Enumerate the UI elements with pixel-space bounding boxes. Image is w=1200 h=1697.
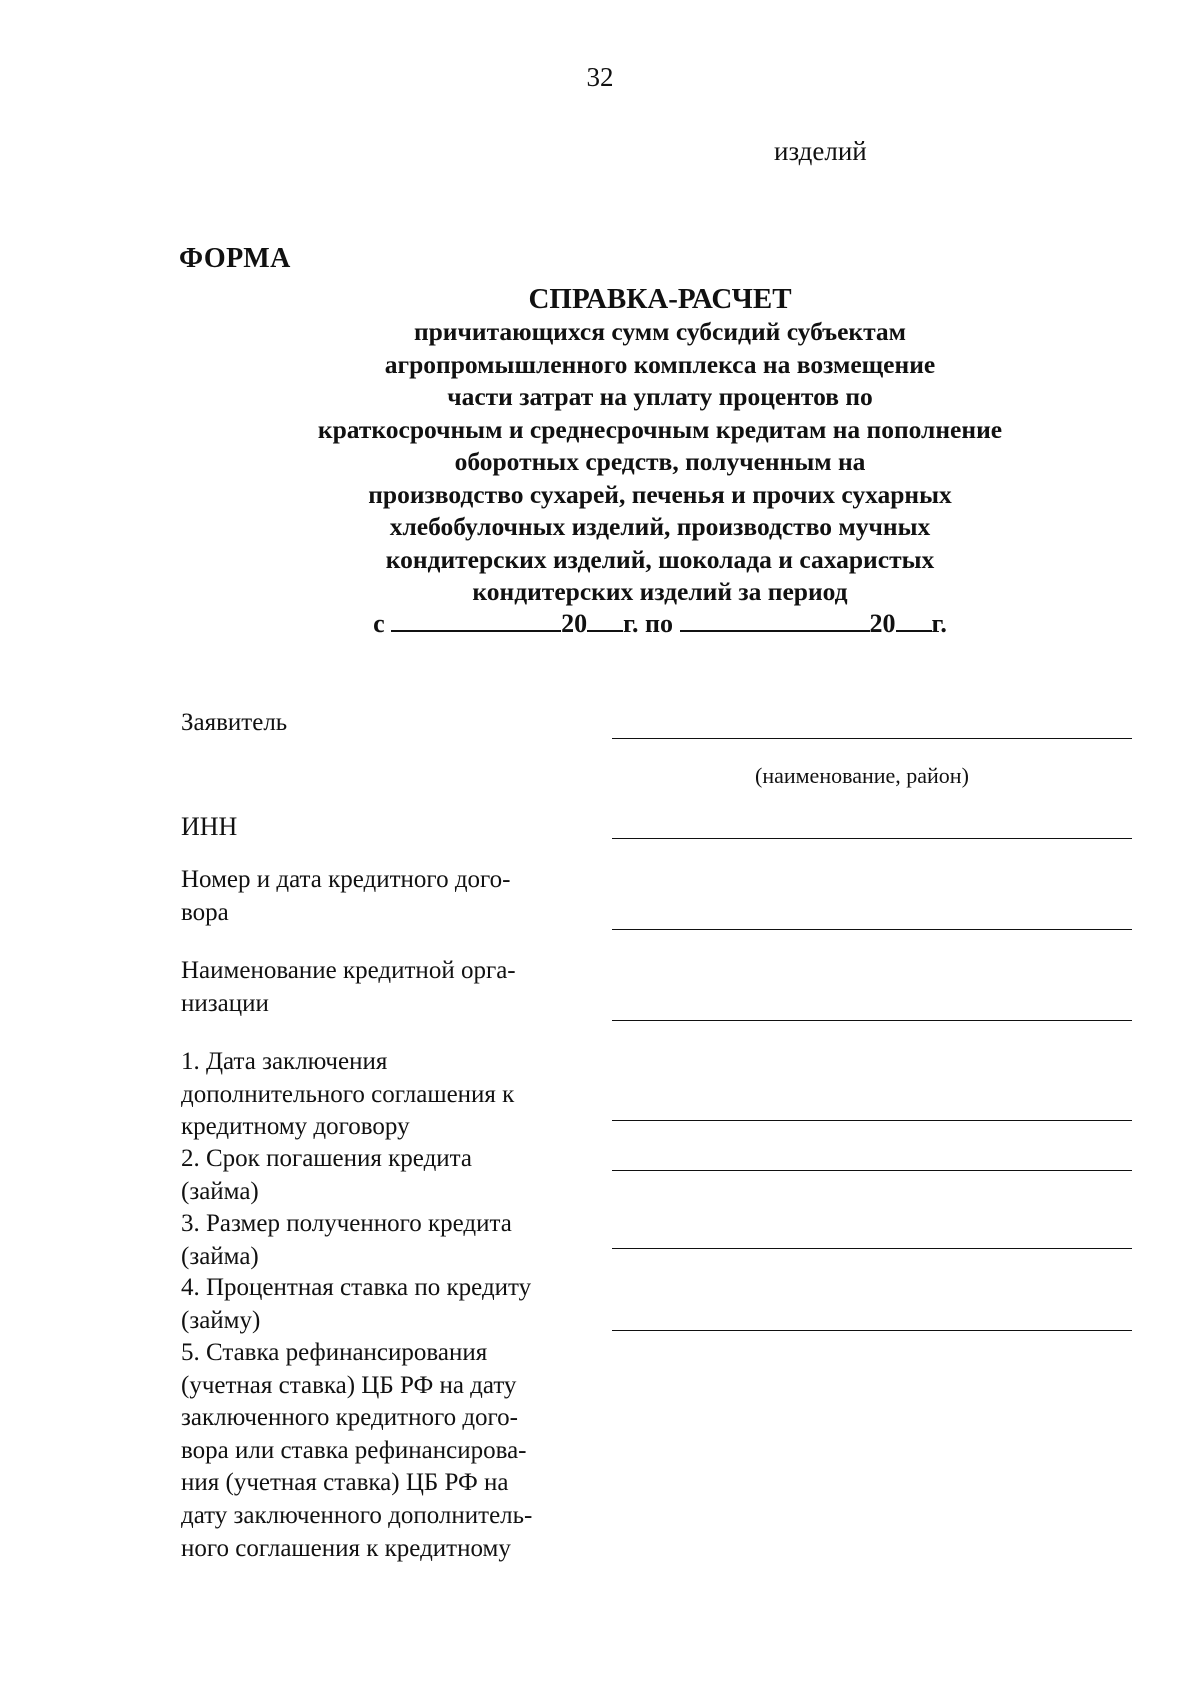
document-subtitle (200, 316, 1120, 609)
applicant-input-line[interactable] (612, 738, 1132, 739)
item-4-line: 4. Процентная ставка по кредиту (181, 1274, 532, 1301)
item-2-label (181, 1143, 592, 1208)
period-year-prefix-end: 20 (869, 608, 896, 638)
period-end-date-blank[interactable] (680, 608, 870, 632)
item-5-line: ния (учетная ставка) ЦБ РФ на (181, 1469, 509, 1497)
subtitle-line: причитающихся сумм субсидий субъектам (413, 317, 907, 346)
period-end-label: г. (931, 608, 947, 638)
item-5-line: 5. Ставка рефинансирования (181, 1339, 488, 1366)
item-5-line: (учетная ставка) ЦБ РФ на дату (181, 1371, 517, 1399)
item-5-label (181, 1337, 592, 1565)
subtitle-line: краткосрочным и среднесрочным кредитам на пополнение (317, 414, 1003, 444)
bank-label (181, 955, 592, 1020)
period-from-label: с (373, 608, 385, 638)
bank-label-line: Наименование кредитной орга- (181, 957, 516, 984)
contract-label (181, 864, 592, 929)
item-1-line: 1. Дата заключения (181, 1048, 388, 1075)
page-number: 32 (586, 62, 614, 92)
subtitle-line: кондитерских изделий за период (472, 577, 848, 606)
item-1-line: дополнительного соглашения к (181, 1080, 515, 1108)
item-3-line: 3. Размер полученного кредита (181, 1210, 512, 1237)
contract-label-line: Номер и дата кредитного дого- (181, 866, 511, 893)
item-2-line: 2. Срок погашения кредита (181, 1145, 472, 1172)
item-2-input-line[interactable] (612, 1170, 1132, 1171)
bank-label-line: низации (181, 989, 269, 1017)
item-1-label (181, 1046, 592, 1144)
item-4-line: (займу) (181, 1306, 261, 1334)
form-label: ФОРМА (179, 243, 291, 274)
item-4-label (181, 1272, 592, 1337)
bank-input-line[interactable] (612, 1020, 1132, 1021)
subtitle-line: кондитерских изделий, шоколада и сахаристых (385, 544, 935, 574)
contract-input-line[interactable] (612, 929, 1132, 930)
item-3-line: (займа) (181, 1242, 259, 1270)
item-5-line: дату заключенного дополнитель- (181, 1501, 533, 1529)
period-start-year-blank[interactable] (587, 608, 623, 632)
item-5-line: ного соглашения к кредитному (181, 1534, 511, 1562)
item-5-line: вора или ставка рефинансирова- (181, 1436, 527, 1464)
inn-label: ИНН (181, 812, 238, 841)
item-3-input-line[interactable] (612, 1248, 1132, 1249)
contract-label-line: вора (181, 898, 229, 926)
title-block (200, 282, 1120, 641)
item-1-line: кредитному договору (181, 1113, 410, 1141)
subtitle-line: части затрат на уплату процентов по (447, 382, 873, 411)
applicant-label: Заявитель (181, 709, 288, 736)
subtitle-line: агропромышленного комплекса на возмещение (384, 349, 936, 379)
item-4-input-line[interactable] (612, 1330, 1132, 1331)
period-end-year-blank[interactable] (896, 608, 932, 632)
subtitle-line: производство сухарей, печенья и прочих сухарных (368, 479, 952, 509)
period-year-prefix: 20 (561, 608, 588, 638)
continued-word: изделий (774, 136, 867, 166)
applicant-hint: (наименование, район) (755, 763, 969, 788)
item-3-label (181, 1208, 592, 1273)
document-title: СПРАВКА-РАСЧЕТ (528, 283, 792, 315)
period-to-label: г. по (623, 608, 674, 638)
subtitle-line: хлебобулочных изделий, производство мучных (389, 512, 931, 541)
item-1-input-line[interactable] (612, 1120, 1132, 1121)
subtitle-line: оборотных средств, полученным на (454, 447, 866, 476)
item-2-line: (займа) (181, 1177, 259, 1205)
inn-input-line[interactable] (612, 838, 1132, 839)
period-start-date-blank[interactable] (391, 608, 561, 632)
item-5-line: заключенного кредитного дого- (181, 1404, 518, 1432)
period-line (200, 607, 1120, 641)
